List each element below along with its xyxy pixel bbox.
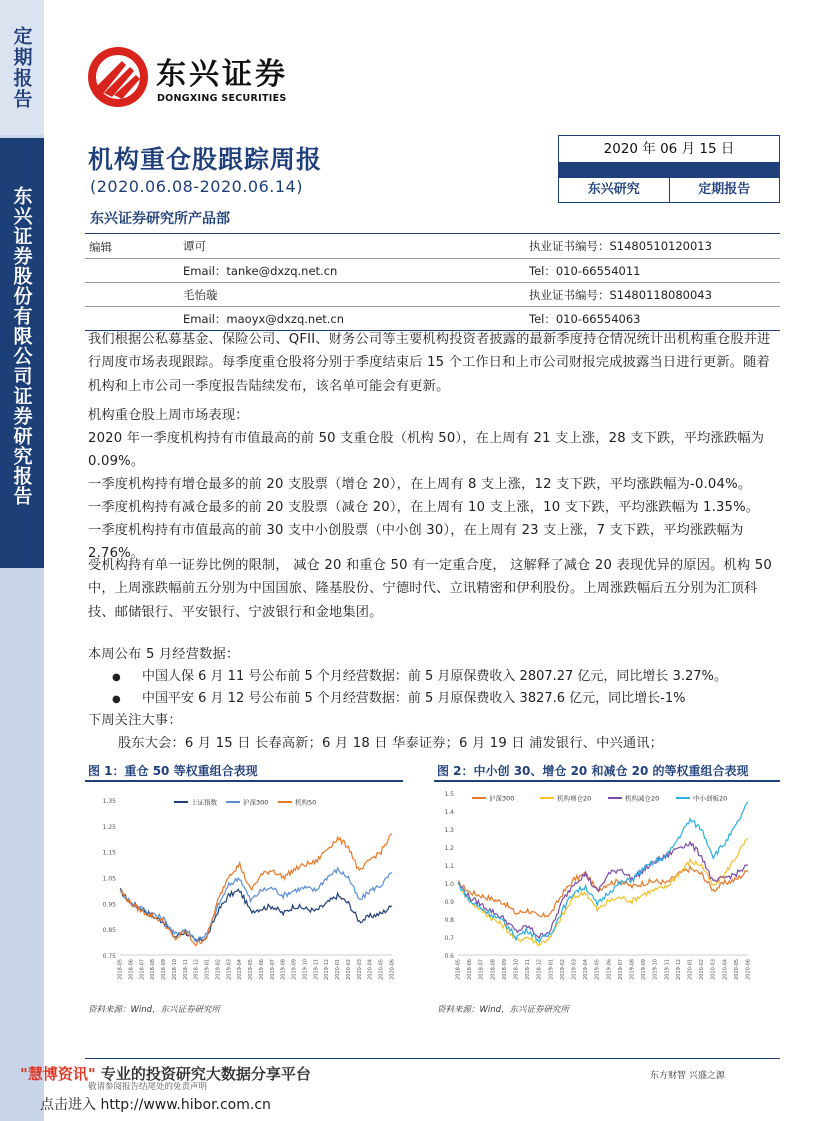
ops-title: 本周公布 5 月经营数据： (88, 647, 240, 662)
y-tick-label: 0.6 (444, 953, 454, 960)
x-tick-label: 2020-03 (356, 959, 363, 980)
fig1-chart (92, 790, 402, 990)
fig1-source: 资料来源：Wind，东兴证券研究所 (88, 1005, 221, 1015)
report-date: 2020 年 06 月 15 日 (603, 141, 735, 157)
x-tick-label: 2018-10 (513, 959, 520, 980)
legend-label: 沪深300 (243, 798, 269, 807)
y-tick-label: 1.25 (102, 823, 116, 831)
watermark-small: 敬请参阅报告结尾处的免责声明 (88, 1082, 208, 1092)
fig2-source: 资料来源：Wind，东兴证券研究所 (437, 1005, 570, 1015)
fig2-rule (434, 780, 780, 782)
tag-periodic: 定期报告 (698, 182, 751, 197)
x-tick-label: 2019-12 (675, 959, 682, 980)
y-tick-label: 0.9 (444, 899, 454, 906)
fig2-chart (436, 785, 756, 990)
perf-title: 机构重仓股上周市场表现： (88, 408, 249, 423)
editor2-email: Email：maoyx@dxzq.net.cn (183, 312, 345, 326)
x-tick-label: 2019-10 (302, 959, 309, 980)
y-tick-label: 1.15 (102, 849, 116, 857)
x-tick-label: 2018-12 (193, 959, 200, 980)
editors-table (85, 233, 780, 331)
x-tick-label: 2020-04 (367, 959, 374, 980)
x-tick-label: 2020-02 (345, 959, 352, 980)
tag-research: 东兴研究 (559, 178, 670, 202)
y-tick-label: 1.2 (444, 845, 454, 852)
fig2-title: 图 2：中小创 30、增仓 20 和减仓 20 的等权重组合表现 (437, 764, 749, 778)
watermark: "慧博资讯" 专业的投资研究大数据分享平台 (20, 1065, 311, 1083)
perf-p1: 2020 年一季度机构持有市值最高的前 50 支重仓股（机构 50），在上周有 21 支上涨，28 支下跌，平均涨跌幅为 0.09%。 (88, 431, 765, 470)
x-tick-label: 2019-02 (215, 959, 222, 980)
x-tick-label: 2018-12 (536, 959, 543, 980)
editor1-name: 谭可 (183, 239, 206, 253)
perf-p5: 受机构持有单一证券比例的限制， 减仓 20 和重仓 50 有一定重合度， 这解释了减仓 20 表现优异的原因。机构 50 中，上周涨跌幅前五分别为中国国旅、隆基股份、宁德时代、立讯精密和伊利股份。上周涨跌幅后五分别为汇顶科技、邮储银行、平安银行、宁波银行和金地集团。 (88, 558, 772, 620)
logo-mark-icon (86, 45, 150, 109)
intro-paragraph: 我们根据公私募基金、保险公司、QFII、财务公司等主要机构投资者披露的最新季度持仓情况统计出机构重仓股并进行周度市场表现跟踪。每季度重仓股将分别于季度结束后 15 个工作日和上市公司财报完成披露当日进行更新。随着机构和上市公司一季度报告陆续发布，该名单可能会有更新。 (88, 332, 771, 394)
x-tick-label: 2019-11 (313, 959, 320, 980)
x-tick-label: 2019-02 (559, 959, 566, 980)
legend-label: 上证指数 (191, 798, 217, 807)
y-tick-label: 1.0 (444, 881, 454, 888)
series-line-2 (120, 834, 392, 946)
footer-rule (85, 1058, 780, 1059)
x-tick-label: 2019-08 (629, 959, 636, 980)
x-tick-label: 2019-09 (641, 959, 648, 980)
x-tick-label: 2019-06 (258, 959, 265, 980)
x-tick-label: 2020-04 (722, 959, 729, 980)
x-tick-label: 2018-06 (128, 959, 135, 980)
x-tick-label: 2019-12 (324, 959, 331, 980)
y-tick-label: 1.1 (444, 863, 454, 870)
y-tick-label: 0.7 (444, 935, 454, 942)
x-tick-label: 2018-08 (490, 959, 497, 980)
y-tick-label: 0.75 (102, 953, 116, 960)
x-tick-label: 2020-03 (710, 959, 717, 980)
logo-en: DONGXING SECURITIES (157, 93, 287, 104)
x-tick-label: 2018-11 (525, 959, 532, 980)
x-tick-label: 2019-03 (571, 959, 578, 980)
x-tick-label: 2018-09 (501, 959, 508, 980)
y-tick-label: 1.3 (444, 827, 454, 834)
editor2-cert: 执业证书编号：S1480118080043 (529, 288, 712, 302)
series-line-1 (120, 868, 392, 941)
x-tick-label: 2020-06 (389, 959, 396, 980)
x-tick-label: 2019-03 (226, 959, 233, 980)
y-tick-label: 1.5 (444, 791, 454, 798)
perf-p2: 一季度机构持有增仓最多的前 20 支股票（增仓 20），在上周有 8 支上涨，12 支下跌，平均涨跌幅为-0.04%。 (88, 477, 752, 492)
x-tick-label: 2018-07 (139, 959, 146, 980)
y-tick-label: 0.85 (102, 927, 116, 935)
x-tick-label: 2018-05 (455, 959, 462, 980)
report-period: (2020.06.08-2020.06.14) (90, 177, 303, 196)
editors-label: 编辑 (89, 240, 112, 254)
bullet-2: ● 中国平安 6 月 12 号公布前 5 个月经营数据：前 5 月原保费收入 3827.6 亿元，同比增长-1% (112, 691, 686, 706)
editor2-name: 毛怡璇 (183, 288, 218, 302)
x-tick-label: 2018-07 (478, 959, 485, 980)
series-line-3 (458, 802, 748, 943)
side-label-top: 定期报告 (0, 0, 44, 135)
report-title: 机构重仓股跟踪周报 (88, 145, 323, 174)
legend-label: 沪深300 (489, 794, 515, 803)
y-tick-label: 0.95 (102, 901, 116, 909)
department: 东兴证券研究所产品部 (90, 211, 230, 227)
date-box (558, 135, 780, 203)
x-tick-label: 2019-07 (269, 959, 276, 980)
x-tick-label: 2020-02 (699, 959, 706, 980)
fig1-title: 图 1：重仓 50 等权重组合表现 (88, 764, 258, 778)
series-line-0 (458, 866, 748, 917)
fig1-rule (85, 780, 403, 782)
editor1-email: Email：tanke@dxzq.net.cn (183, 264, 338, 278)
x-tick-label: 2018-11 (182, 959, 189, 980)
x-tick-label: 2019-04 (237, 959, 244, 980)
visit-link[interactable]: 点击进入 http://www.hibor.com.cn (40, 1097, 271, 1113)
legend-label: 机构50 (295, 798, 317, 807)
side-label-main: 东兴证券股份有限公司证券研究报告 (0, 138, 44, 568)
editor2-tel: Tel：010-66554063 (529, 312, 641, 326)
editor1-tel: Tel：010-66554011 (529, 264, 641, 278)
x-tick-label: 2020-05 (378, 959, 385, 980)
x-tick-label: 2019-06 (606, 959, 613, 980)
x-tick-label: 2020-01 (687, 959, 694, 980)
x-tick-label: 2019-05 (594, 959, 601, 980)
y-tick-label: 1.4 (444, 809, 454, 816)
y-tick-label: 1.05 (102, 875, 116, 883)
series-line-1 (458, 838, 748, 946)
x-tick-label: 2018-08 (150, 959, 157, 980)
x-tick-label: 2020-06 (745, 959, 752, 980)
watch-title: 下周关注大事： (88, 713, 182, 728)
x-tick-label: 2019-08 (280, 959, 287, 980)
y-tick-label: 1.35 (102, 798, 116, 805)
x-tick-label: 2020-05 (733, 959, 740, 980)
x-tick-label: 2019-01 (204, 959, 211, 980)
watch-list: 股东大会：6 月 15 日 长春高新；6 月 18 日 华泰证券；6 月 19 日 浦发银行、中兴通讯； (118, 736, 664, 751)
editor1-cert: 执业证书编号：S1480510120013 (529, 239, 712, 253)
x-tick-label: 2019-05 (248, 959, 255, 980)
bullet-1: ● 中国人保 6 月 11 号公布前 5 个月经营数据：前 5 月原保费收入 2807.27 亿元，同比增长 3.27%。 (112, 669, 727, 684)
x-tick-label: 2019-07 (617, 959, 624, 980)
logo (86, 45, 326, 109)
perf-p3: 一季度机构持有减仓最多的前 20 支股票（减仓 20），在上周有 10 支上涨，10 支下跌，平均涨跌幅为 1.35%。 (88, 500, 760, 515)
x-tick-label: 2019-10 (652, 959, 659, 980)
x-tick-label: 2018-10 (171, 959, 178, 980)
x-tick-label: 2019-09 (291, 959, 298, 980)
date-box-bar (559, 162, 779, 178)
y-tick-label: 0.8 (444, 917, 454, 924)
legend-label: 中小创板20 (693, 794, 728, 803)
legend-label: 机构增仓20 (557, 794, 592, 803)
footer-slogan: 东方财智 兴盛之源 (650, 1071, 725, 1081)
x-tick-label: 2018-09 (161, 959, 168, 980)
perf-p4: 一季度机构持有市值最高的前 30 支中小创股票（中小创 30），在上周有 23 支上涨，7 支下跌，平均涨跌幅为 2.76%。 (88, 523, 744, 562)
x-tick-label: 2018-06 (467, 959, 474, 980)
x-tick-label: 2020-01 (335, 959, 342, 980)
x-tick-label: 2018-05 (117, 959, 124, 980)
x-tick-label: 2019-11 (664, 959, 671, 980)
legend-label: 机构减仓20 (625, 794, 660, 803)
logo-name: 东兴证券 (156, 57, 288, 92)
x-tick-label: 2019-01 (548, 959, 555, 980)
x-tick-label: 2019-04 (583, 959, 590, 980)
